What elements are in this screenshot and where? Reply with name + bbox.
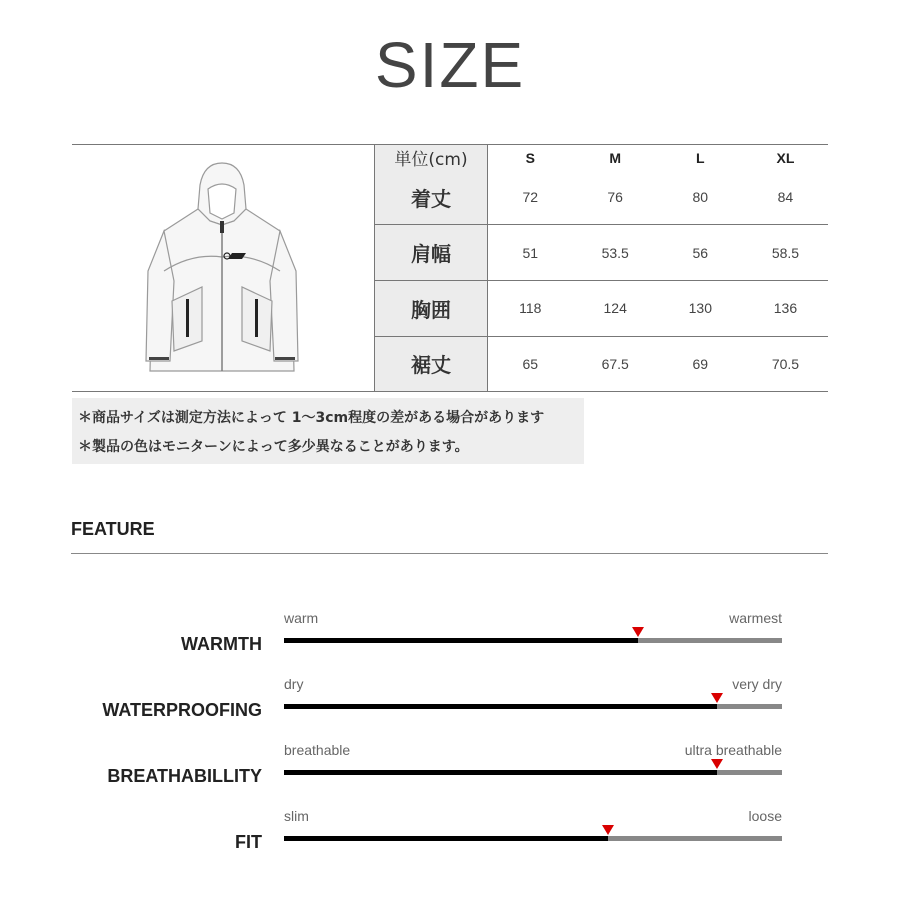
- feature-name: WARMTH: [181, 634, 262, 654]
- scale-fill: [284, 836, 608, 841]
- page-title: SIZE: [374, 29, 526, 101]
- table-cell: 69: [692, 355, 709, 372]
- table-row: [375, 170, 828, 225]
- table-cell: 130: [658, 280, 743, 336]
- scale-min-label: warm: [284, 610, 319, 626]
- feature-divider: [71, 553, 828, 554]
- table-row: [375, 225, 828, 281]
- scale-max-label: warmest: [729, 610, 782, 626]
- table-cell: 76: [573, 170, 658, 225]
- row-label: 肩幅: [375, 225, 488, 281]
- scale-fill: [284, 638, 638, 643]
- feature-row-warmth: [0, 610, 900, 670]
- scale-min-label: breathable: [284, 742, 351, 758]
- size-column-s: S: [525, 149, 535, 166]
- jacket-illustration: [142, 161, 302, 377]
- feature-name: WATERPROOFING: [102, 700, 262, 720]
- feature-heading: FEATURE: [71, 519, 155, 539]
- feature-row-fit: [0, 808, 900, 868]
- size-column-xl: XL: [776, 149, 795, 166]
- table-cell: 67.5: [601, 355, 629, 372]
- row-label: 胸囲: [375, 280, 488, 336]
- table-cell: 58.5: [743, 225, 828, 281]
- size-notes: [72, 398, 584, 464]
- note-measurement: ＊商品サイズは測定方法によって 1〜3cm程度の差がある場合があります: [78, 410, 545, 426]
- scale-max-label: ultra breathable: [684, 742, 782, 758]
- row-label: 着丈: [375, 170, 488, 225]
- feature-scale-bar: [284, 770, 782, 775]
- table-cell: 84: [743, 170, 828, 225]
- scale-min-label: slim: [284, 808, 309, 824]
- table-cell: 80: [658, 170, 743, 225]
- size-table: [375, 145, 828, 391]
- size-column-m: M: [609, 149, 622, 166]
- feature-name: BREATHABILLITY: [107, 766, 262, 786]
- unit-label: 単位(cm): [375, 145, 488, 170]
- feature-row-breathability: [0, 742, 900, 802]
- feature-scale-bar: [284, 836, 782, 841]
- table-row: [375, 280, 828, 336]
- table-cell: 56: [658, 225, 743, 281]
- note-color: ＊製品の色はモニターンによって多少異なることがあります。: [78, 439, 469, 455]
- table-cell: 136: [743, 280, 828, 336]
- scale-fill: [284, 770, 717, 775]
- scale-max-label: very dry: [732, 676, 782, 692]
- size-chart: [72, 144, 828, 392]
- table-cell: 124: [573, 280, 658, 336]
- jacket-illustration-cell: [72, 145, 375, 391]
- table-cell: 65: [522, 355, 539, 372]
- scale-max-label: loose: [748, 808, 782, 824]
- row-label: 裾丈: [375, 336, 488, 391]
- scale-marker-icon: [711, 759, 723, 769]
- scale-marker-icon: [602, 825, 614, 835]
- feature-row-waterproofing: [0, 676, 900, 736]
- table-row: [375, 336, 828, 391]
- table-cell: 70.5: [771, 355, 800, 372]
- scale-fill: [284, 704, 717, 709]
- table-cell: 118: [488, 280, 573, 336]
- scale-marker-icon: [711, 693, 723, 703]
- feature-name: FIT: [235, 832, 262, 852]
- table-cell: 72: [488, 170, 573, 225]
- table-cell: 51: [488, 225, 573, 281]
- feature-scale-bar: [284, 704, 782, 709]
- scale-min-label: dry: [284, 676, 304, 692]
- feature-scale-bar: [284, 638, 782, 643]
- table-cell: 53.5: [573, 225, 658, 281]
- scale-marker-icon: [632, 627, 644, 637]
- size-column-l: L: [696, 149, 705, 166]
- size-table-header-row: [375, 145, 828, 170]
